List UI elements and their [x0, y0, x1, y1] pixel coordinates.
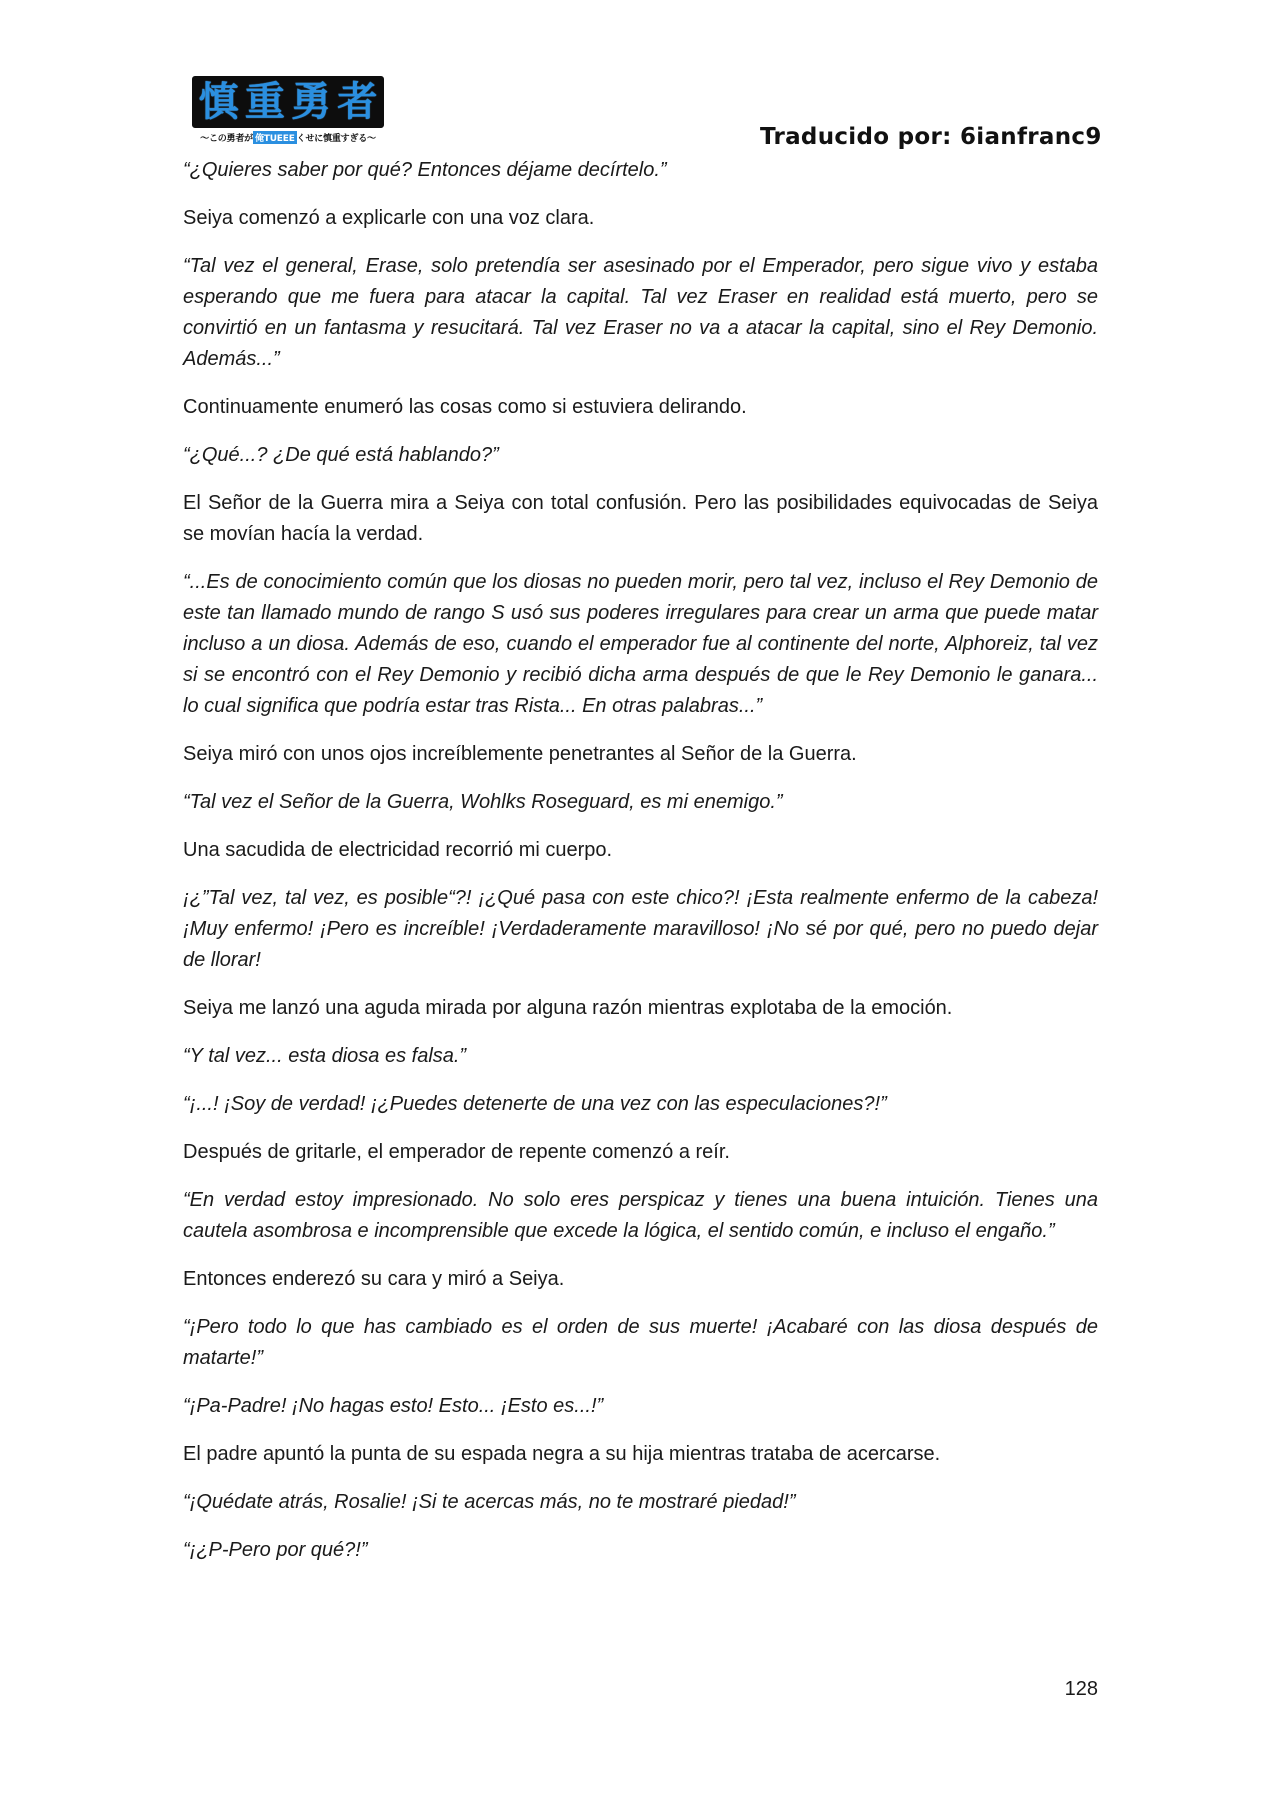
narration-paragraph: Seiya comenzó a explicarle con una voz clara.	[183, 207, 595, 229]
logo-kanji: 慎	[198, 79, 239, 125]
narration-paragraph: El padre apuntó la punta de su espada negra a su hija mientras trataba de acercarse.	[183, 1443, 941, 1465]
dialogue-paragraph: “¿Quieres saber por qué? Entonces déjame decírtelo.”	[183, 159, 667, 181]
dialogue-paragraph: “...Es de conocimiento común que los diosas no pueden morir, pero tal vez, incluso el Rey Demonio de este tan llamado mundo de rango S usó sus poderes irregulares para crear un arma que puede matar incluso a un diosa. Además de eso, cuando el emperador fue al continente del norte, Alphoreiz, tal vez si se encontró con el Rey Demonio y recibió dicha arma después de que le Rey Demonio le ganara... lo cual significa que podría estar tras Rista... En otras palabras...”	[183, 571, 1098, 717]
logo-kanji: 重	[244, 79, 285, 125]
dialogue-paragraph: “¡...! ¡Soy de verdad! ¡¿Puedes detenerte de una vez con las especulaciones?!”	[183, 1093, 887, 1115]
dialogue-paragraph: “¡Pa-Padre! ¡No hagas esto! Esto... ¡Esto es...!”	[183, 1395, 604, 1417]
dialogue-paragraph: “En verdad estoy impresionado. No solo eres perspicaz y tienes una buena intuición. Tienes una cautela asombrosa e incomprensible que excede la lógica, el sentido común, e incluso el engaño.”	[183, 1189, 1098, 1242]
logo-title	[192, 76, 384, 128]
series-logo	[192, 76, 384, 146]
narration-paragraph: Una sacudida de electricidad recorrió mi cuerpo.	[183, 839, 613, 861]
page-number: 128	[1064, 1678, 1098, 1700]
page-body	[183, 155, 1098, 1583]
dialogue-paragraph: “Tal vez el general, Erase, solo pretendía ser asesinado por el Emperador, pero sigue vivo y estaba esperando que me fuera para atacar la capital. Tal vez Eraser en realidad está muerto, pero se convirtió en un fantasma y resucitará. Tal vez Eraser no va a atacar la capital, sino el Rey Demonio. Además...”	[183, 255, 1098, 370]
logo-subtitle-part: くせに慎重すぎる〜	[296, 133, 376, 144]
logo-subtitle-part: 〜この勇者が	[200, 133, 253, 144]
narration-paragraph: El Señor de la Guerra mira a Seiya con total confusión. Pero las posibilidades equivocadas de Seiya se movían hacía la verdad.	[183, 492, 1098, 545]
logo-kanji: 勇	[291, 79, 332, 125]
narration-paragraph: Entonces enderezó su cara y miró a Seiya.	[183, 1268, 565, 1290]
dialogue-paragraph: “¡Quédate atrás, Rosalie! ¡Si te acercas más, no te mostraré piedad!”	[183, 1491, 796, 1513]
dialogue-paragraph: “Y tal vez... esta diosa es falsa.”	[183, 1045, 467, 1067]
dialogue-paragraph: “¡Pero todo lo que has cambiado es el orden de sus muerte! ¡Acabaré con las diosa después de matarte!”	[183, 1316, 1098, 1369]
dialogue-paragraph: “Tal vez el Señor de la Guerra, Wohlks Roseguard, es mi enemigo.”	[183, 791, 783, 813]
logo-subtitle-highlight: 俺TUEEE	[253, 131, 297, 144]
dialogue-paragraph: “¿Qué...? ¿De qué está hablando?”	[183, 444, 499, 466]
logo-kanji: 者	[337, 79, 378, 125]
narration-paragraph: Después de gritarle, el emperador de repente comenzó a reír.	[183, 1141, 730, 1163]
translator-credit: Traducido por: 6ianfranc9	[760, 124, 1102, 150]
narration-paragraph: Seiya me lanzó una aguda mirada por alguna razón mientras explotaba de la emoción.	[183, 997, 953, 1019]
dialogue-paragraph: ¡¿”Tal vez, tal vez, es posible“?! ¡¿Qué pasa con este chico?! ¡Esta realmente enfermo de la cabeza! ¡Muy enfermo! ¡Pero es increíble! ¡Verdaderamente maravilloso! ¡No sé por qué, pero no puedo dejar de llorar!	[183, 887, 1098, 971]
narration-paragraph: Seiya miró con unos ojos increíblemente penetrantes al Señor de la Guerra.	[183, 743, 857, 765]
logo-subtitle	[192, 130, 384, 144]
narration-paragraph: Continuamente enumeró las cosas como si estuviera delirando.	[183, 396, 747, 418]
dialogue-paragraph: “¡¿P-Pero por qué?!”	[183, 1539, 368, 1561]
